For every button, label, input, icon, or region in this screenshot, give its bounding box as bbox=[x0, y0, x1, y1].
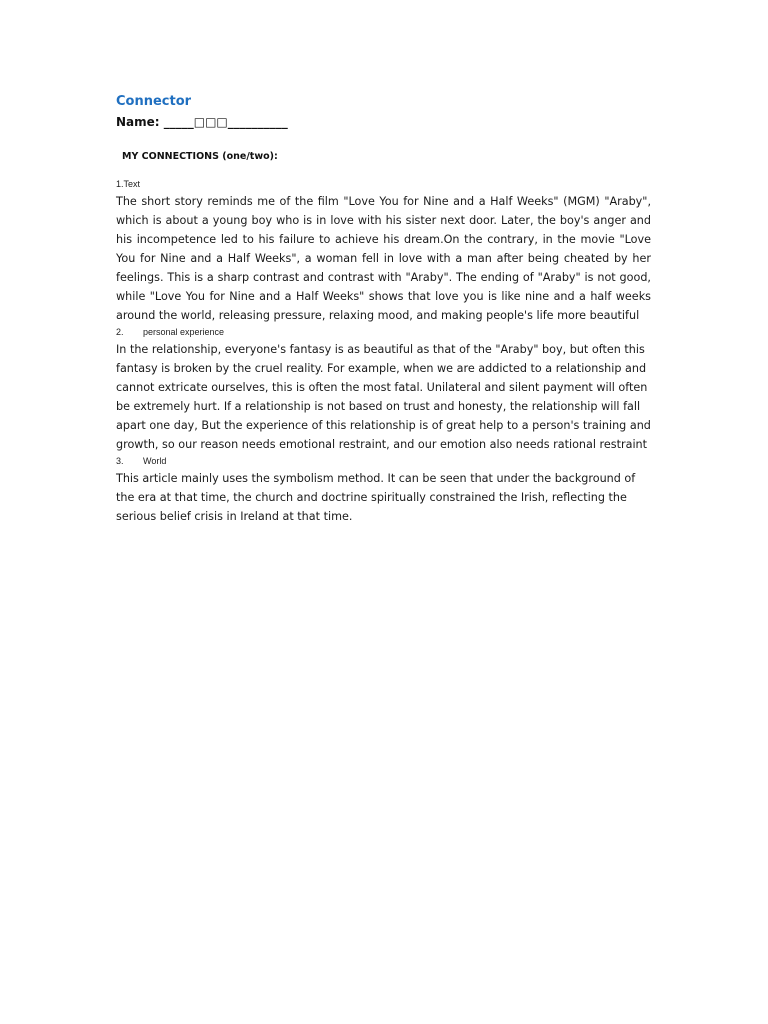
section-number: 2. bbox=[116, 327, 124, 337]
section-title: World bbox=[143, 456, 167, 466]
section-label-text bbox=[116, 178, 651, 190]
document-title: Connector bbox=[116, 94, 192, 109]
document-page bbox=[116, 92, 651, 527]
section-label-personal-experience bbox=[116, 326, 651, 338]
section-number: 3. bbox=[116, 456, 124, 466]
section-label-world bbox=[116, 455, 651, 467]
section-title: personal experience bbox=[143, 327, 225, 337]
section-number: 1. bbox=[116, 179, 124, 189]
connections-heading: MY CONNECTIONS (one/two): bbox=[122, 151, 278, 162]
name-line: Name: _____□□□__________ bbox=[116, 115, 288, 129]
section-body-text: The short story reminds me of the film "Love You for Nine and a Half Weeks" (MGM) "Araby", which is about a young boy who is in love with his sister next door. Later, the boy's anger and his incompetence led to his failure to achieve his dream.On the contrary, in the movie "Love You for Nine and a Half Weeks", a woman fell in love with a man after being cheated by her feelings. This is a sharp contrast and contrast with "Araby". The ending of "Araby" is not good, while "Love You for Nine and a Half Weeks" shows that love you is like nine and a half weeks around the world, releasing pressure, relaxing mood, and making people's life more beautiful bbox=[116, 195, 651, 322]
section-body-world: This article mainly uses the symbolism method. It can be seen that under the background of the era at that time, the church and doctrine spiritually constrained the Irish, reflecting the serious belief crisis in Ireland at that time. bbox=[116, 472, 636, 523]
section-body-personal-experience: In the relationship, everyone's fantasy is as beautiful as that of the "Araby" boy, but often this fantasy is broken by the cruel reality. For example, when we are addicted to a relationship and cannot extricate ourselves, this is often the most fatal. Unilateral and silent payment will often be extremely hurt. If a relationship is not based on trust and honesty, the relationship will fall apart one day, But the experience of this relationship is of great help to a person's training and growth, so our reason needs emotional restraint, and our emotion also needs rational restraint bbox=[116, 343, 651, 451]
section-title: Text bbox=[123, 179, 141, 189]
